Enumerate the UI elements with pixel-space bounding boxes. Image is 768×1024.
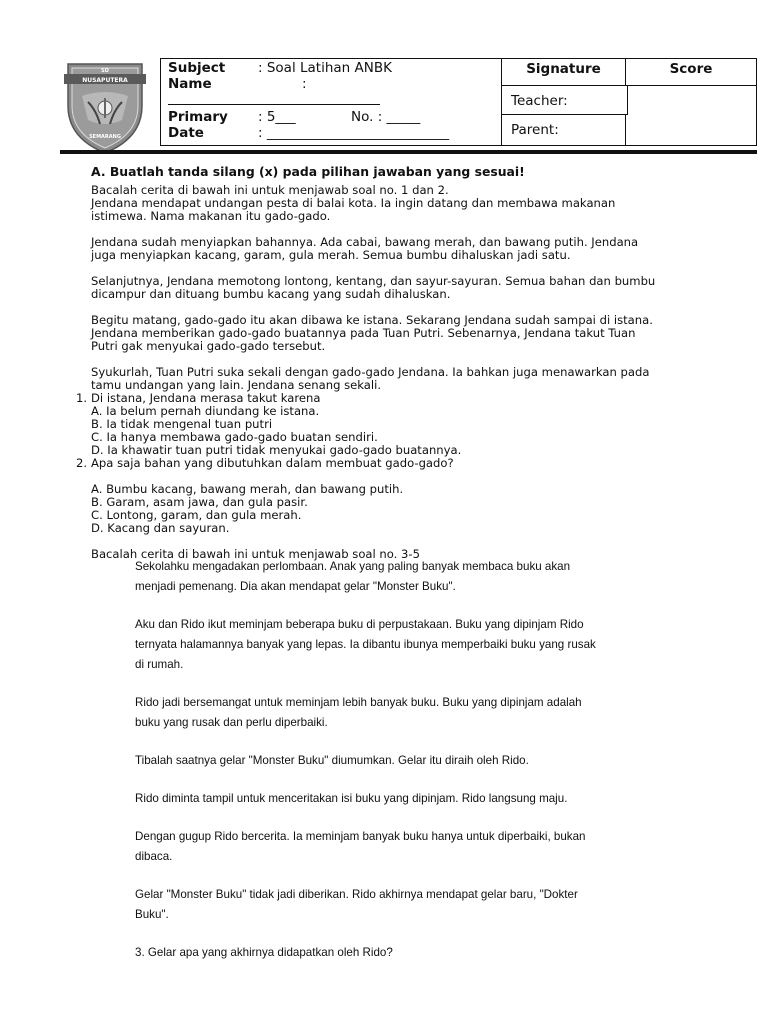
logo-top-text: SD bbox=[101, 68, 109, 74]
text-line: buku yang rusak dan perlu diperbaiki. bbox=[135, 716, 328, 729]
text-line: Jendana sudah menyiapkan bahannya. Ada cabai, bawang merah, dan bawang putih. Jendana bbox=[91, 235, 639, 249]
question-number: 1. bbox=[75, 391, 87, 405]
text-line: Rido diminta tampil untuk menceritakan isi buku yang dipinjam. Rido langsung maju. bbox=[135, 792, 568, 805]
parent-signature-cell bbox=[502, 115, 626, 145]
answer-option[interactable]: A. Ia belum pernah diundang ke istana. bbox=[91, 404, 320, 418]
text-line: Jendana mendapat undangan pesta di balai kota. Ia ingin datang dan membawa makanan bbox=[91, 196, 616, 210]
question-number: 2. bbox=[75, 456, 87, 470]
subject-label: Subject bbox=[168, 60, 226, 76]
story2-paragraph bbox=[135, 827, 711, 867]
text-line: tamu undangan yang lain. Jendana senang sekali. bbox=[91, 378, 382, 392]
section-heading: A. Buatlah tanda silang (x) pada pilihan jawaban yang sesuai! bbox=[91, 164, 525, 179]
text-line: Dengan gugup Rido bercerita. Ia meminjam banyak buku hanya untuk diperbaiki, bukan bbox=[135, 830, 586, 843]
parent-label: Parent: bbox=[511, 122, 559, 138]
story2-paragraph bbox=[135, 885, 711, 925]
answer-option[interactable]: D. Kacang dan sayuran. bbox=[91, 521, 230, 535]
teacher-label: Teacher: bbox=[511, 93, 568, 109]
shield-emblem-icon bbox=[60, 58, 150, 156]
story1-paragraph bbox=[91, 236, 711, 262]
question-text: Apa saja bahan yang dibutuhkan dalam membuat gado-gado? bbox=[91, 456, 454, 470]
answer-option[interactable]: A. Bumbu kacang, bawang merah, dan bawang putih. bbox=[91, 482, 404, 496]
primary-value: : 5___ bbox=[258, 109, 296, 125]
text-line: Begitu matang, gado-gado itu akan dibawa ke istana. Sekarang Jendana sudah sampai di istana. bbox=[91, 313, 653, 327]
name-line[interactable] bbox=[168, 104, 380, 105]
date-value: : ___________________________ bbox=[258, 125, 450, 141]
date-label: Date bbox=[168, 125, 204, 141]
subject-value: : Soal Latihan ANBK bbox=[258, 60, 392, 76]
text-line: dicampur dan dituang bumbu kacang yang sudah dihaluskan. bbox=[91, 287, 451, 301]
story2-intro: Bacalah cerita di bawah ini untuk menjawab soal no. 3-5 bbox=[91, 547, 420, 561]
story2-paragraph bbox=[135, 789, 711, 809]
answer-option[interactable]: C. Lontong, garam, dan gula merah. bbox=[91, 508, 302, 522]
score-header bbox=[626, 59, 756, 86]
header-divider bbox=[60, 150, 757, 154]
score-label: Score bbox=[669, 61, 713, 77]
name-value: : bbox=[302, 76, 307, 92]
story2-paragraph bbox=[135, 557, 711, 597]
signature-label: Signature bbox=[526, 61, 601, 77]
story2-paragraph bbox=[135, 615, 711, 675]
answer-option[interactable]: D. Ia khawatir tuan putri tidak menyukai gado-gado buatannya. bbox=[91, 443, 462, 457]
text-line: Rido jadi bersemangat untuk meminjam lebih banyak buku. Buku yang dipinjam adalah bbox=[135, 696, 582, 709]
story1-paragraph bbox=[91, 197, 711, 223]
text-line: Selanjutnya, Jendana memotong lontong, kentang, dan sayur-sayuran. Semua bahan dan bumbu bbox=[91, 274, 656, 288]
text-line: Tibalah saatnya gelar "Monster Buku" diumumkan. Gelar itu diraih oleh Rido. bbox=[135, 754, 529, 767]
text-line: istimewa. Nama makanan itu gado-gado. bbox=[91, 209, 331, 223]
text-line: dibaca. bbox=[135, 850, 173, 863]
text-line: ternyata halamannya banyak yang lepas. Ia dibantu ibunya memperbaiki buku yang rusak bbox=[135, 638, 596, 651]
answer-option[interactable]: B. Ia tidak mengenal tuan putri bbox=[91, 417, 273, 431]
text-line: Sekolahku mengadakan perlombaan. Anak yang paling banyak membaca buku akan bbox=[135, 560, 571, 573]
text-line: Buku". bbox=[135, 908, 169, 921]
answer-option[interactable]: C. Ia hanya membawa gado-gado buatan sendiri. bbox=[91, 430, 378, 444]
text-line: di rumah. bbox=[135, 658, 184, 671]
text-line: Jendana memberikan gado-gado buatannya pada Tuan Putri. Sebenarnya, Jendana takut Tuan bbox=[91, 326, 636, 340]
student-info-cell bbox=[161, 59, 502, 145]
story2-paragraph bbox=[135, 693, 711, 733]
question-3: 3. Gelar apa yang akhirnya didapatkan oleh Rido? bbox=[135, 946, 393, 959]
story1-paragraph bbox=[91, 366, 711, 392]
text-line: Aku dan Rido ikut meminjam beberapa buku di perpustakaan. Buku yang dipinjam Rido bbox=[135, 618, 584, 631]
text-line: Syukurlah, Tuan Putri suka sekali dengan gado-gado Jendana. Ia bahkan juga menawarkan pada bbox=[91, 365, 650, 379]
primary-label: Primary bbox=[168, 109, 228, 125]
teacher-signature-cell bbox=[502, 86, 628, 115]
logo-bottom-text: SEMARANG bbox=[89, 134, 121, 140]
text-line: menjadi pemenang. Dia akan mendapat gelar "Monster Buku". bbox=[135, 580, 456, 593]
story1-paragraph bbox=[91, 314, 711, 353]
story2-paragraph bbox=[135, 751, 711, 771]
signature-header bbox=[502, 59, 626, 86]
school-logo bbox=[60, 58, 150, 156]
header-table bbox=[160, 58, 757, 146]
text-line: Gelar "Monster Buku" tidak jadi diberikan. Rido akhirnya mendapat gelar baru, "Dokter bbox=[135, 888, 578, 901]
question-text: Di istana, Jendana merasa takut karena bbox=[91, 391, 321, 405]
logo-banner-text: NUSAPUTERA bbox=[82, 77, 128, 84]
question-1 bbox=[75, 391, 711, 405]
text-line: Putri gak menyukai gado-gado tersebut. bbox=[91, 339, 326, 353]
story1-intro: Bacalah cerita di bawah ini untuk menjawab soal no. 1 dan 2. bbox=[91, 183, 449, 197]
number-field: No. : _____ bbox=[351, 109, 421, 125]
question-2 bbox=[75, 456, 711, 470]
name-label: Name bbox=[168, 76, 212, 92]
worksheet-content bbox=[75, 164, 711, 963]
story1-paragraph bbox=[91, 275, 711, 301]
text-line: juga menyiapkan kacang, garam, gula merah. Semua bumbu dihaluskan jadi satu. bbox=[91, 248, 571, 262]
story2-text bbox=[135, 557, 711, 963]
answer-option[interactable]: B. Garam, asam jawa, dan gula pasir. bbox=[91, 495, 308, 509]
